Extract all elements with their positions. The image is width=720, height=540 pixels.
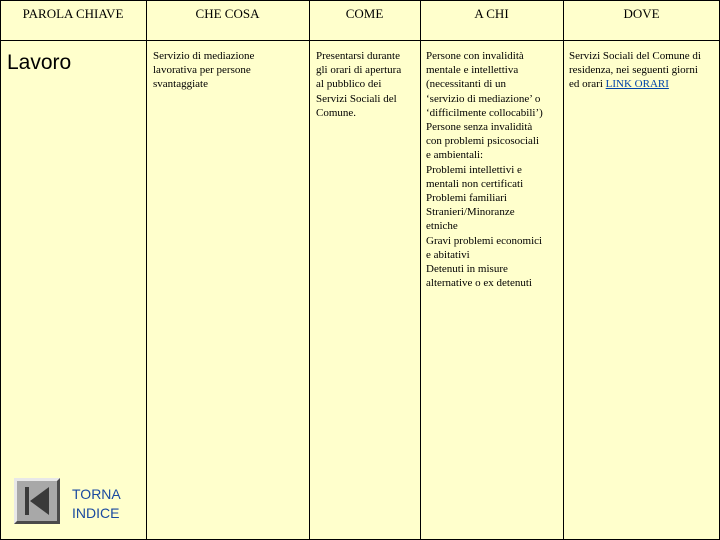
dove-cell bbox=[569, 49, 719, 92]
header-a-chi: A CHI bbox=[474, 6, 509, 21]
link-orari[interactable]: LINK ORARI bbox=[605, 78, 669, 91]
text-line bbox=[569, 77, 719, 91]
text-line: etniche bbox=[426, 220, 458, 233]
text-line: ‘servizio di mediazione’ o bbox=[426, 92, 541, 105]
header-dove: DOVE bbox=[623, 6, 660, 21]
text-line: Persone senza invalidità bbox=[426, 121, 533, 134]
text-line: Problemi familiari bbox=[426, 192, 507, 205]
torna-label: TORNA bbox=[72, 486, 121, 502]
column-divider bbox=[563, 0, 564, 540]
text-line: svantaggiate bbox=[153, 78, 208, 91]
column-divider bbox=[309, 0, 310, 540]
text-line: Presentarsi durante bbox=[316, 50, 400, 62]
back-to-index-button[interactable] bbox=[14, 478, 60, 524]
a-chi-cell bbox=[426, 49, 563, 290]
text-line: Servizi Sociali del Comune di bbox=[569, 50, 701, 62]
text-line: Gravi problemi economici bbox=[426, 234, 543, 247]
text-line: gli orari di apertura bbox=[316, 64, 402, 77]
column-divider bbox=[146, 0, 147, 540]
text-line: alternative o ex detenuti bbox=[426, 277, 532, 290]
text-line: Servizi Sociali del bbox=[316, 92, 397, 105]
come-cell bbox=[316, 49, 420, 120]
header-parola-chiave: PAROLA CHIAVE bbox=[22, 6, 124, 21]
text-line: residenza, nei seguenti giorni bbox=[569, 64, 698, 77]
text-line: e ambientali: bbox=[426, 149, 484, 162]
header-che-cosa: CHE COSA bbox=[195, 6, 260, 21]
text-line: Detenuti in misure bbox=[426, 263, 508, 276]
text-line: Comune. bbox=[316, 106, 357, 119]
text-line: Servizio di mediazione bbox=[153, 50, 255, 62]
keyword-lavoro: Lavoro bbox=[7, 51, 72, 74]
header-divider bbox=[0, 40, 720, 41]
text-line: lavorativa per persone bbox=[153, 64, 251, 77]
indice-label: INDICE bbox=[72, 505, 120, 521]
text-line: Stranieri/Minoranze bbox=[426, 206, 515, 219]
skip-back-icon bbox=[17, 481, 57, 521]
che-cosa-cell bbox=[153, 49, 305, 92]
text-line: con problemi psicosociali bbox=[426, 135, 540, 148]
text-span: ed orari bbox=[569, 78, 606, 91]
column-divider bbox=[420, 0, 421, 540]
text-line: Persone con invalidità bbox=[426, 50, 524, 62]
torna-indice-link[interactable] bbox=[72, 485, 121, 523]
header-come: COME bbox=[345, 6, 384, 21]
text-line: mentali non certificati bbox=[426, 177, 524, 190]
text-line: mentale e intellettiva bbox=[426, 64, 519, 77]
text-line: al pubblico dei bbox=[316, 78, 382, 91]
text-line: ‘difficilmente collocabili’) bbox=[426, 106, 543, 119]
text-line: e abitativi bbox=[426, 248, 470, 261]
text-line: Problemi intellettivi e bbox=[426, 163, 522, 176]
text-line: (necessitanti di un bbox=[426, 78, 507, 91]
